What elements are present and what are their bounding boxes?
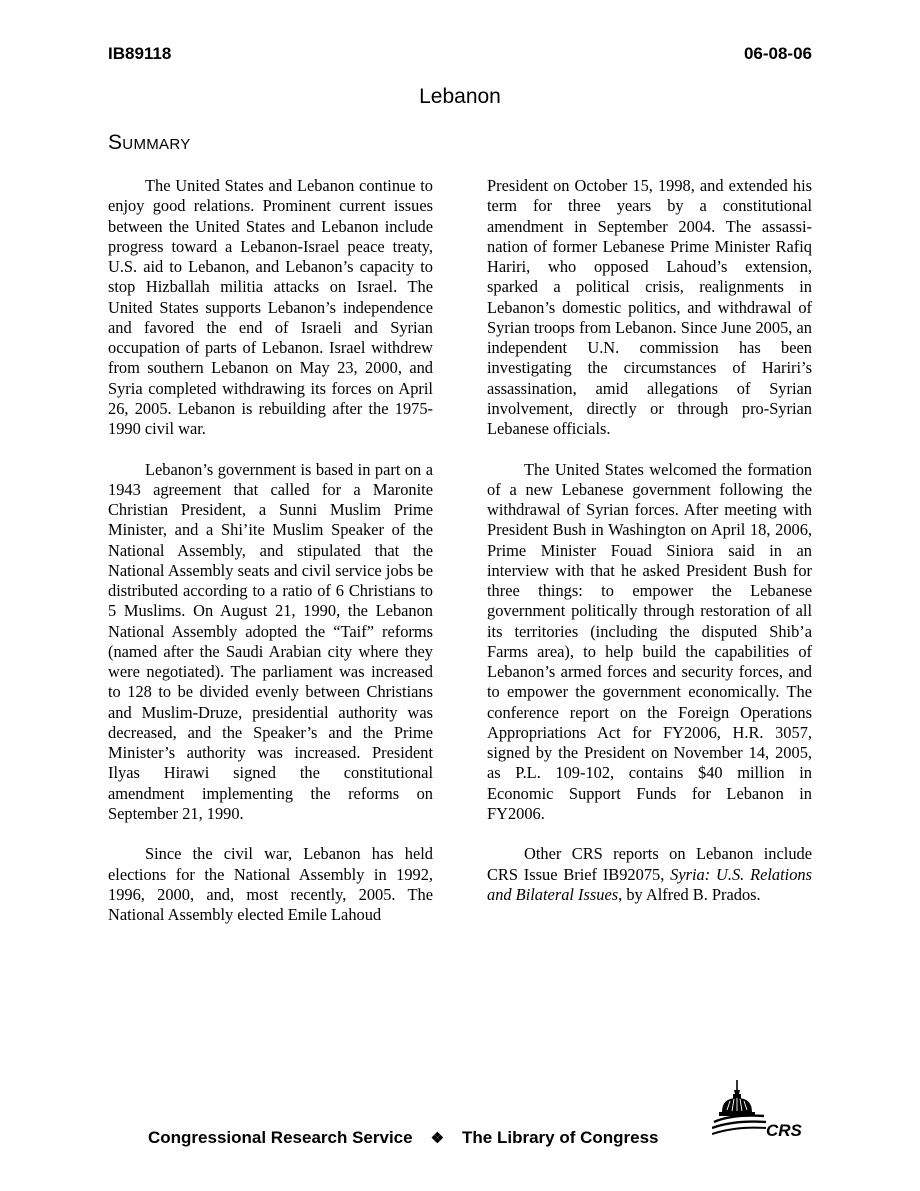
crs-capitol-logo-icon (712, 1078, 812, 1150)
paragraph-text: , by Alfred B. Prados. (618, 884, 761, 904)
separator-icon: ❖ (430, 1130, 445, 1147)
report-title: Syria: U.S. Relations and Bilateral Issues (487, 864, 812, 904)
right-column (487, 176, 812, 925)
footer-org: Congressional Research Service (148, 1128, 413, 1147)
paragraph (487, 844, 812, 905)
logo-text: CRS (766, 1121, 802, 1140)
left-column (108, 176, 433, 946)
paragraph: The United States welcomed the formation of a new Lebanese government following the withdrawal of Syrian forces. After meeting with President Bush in Washington on April 18, 2006, Prime Minister Fouad Siniora said in an interview with that he asked President Bush for three things: to empower the Lebanese government politically through restoration of all its territories (including the disputed Shib’a Farms area), to help build the capabilities of Lebanon’s armed forces and security forces, and to empower the government economically. The conference report on the Foreign Operations Appropriations Act for FY2006, H.R. 3057, signed by the President on November 14, 2005, as P.L. 109-102, contains $40 million in Economic Support Funds for Lebanon in FY2006. (487, 459, 812, 823)
paragraph-text: Other CRS reports on Lebanon include CRS Issue Brief IB92075, (487, 844, 812, 884)
footer-library: The Library of Congress (462, 1128, 659, 1147)
paragraph: Since the civil war, Lebanon has held elections for the National Assembly in 1992, 1996, 2000, and, most recently, 2005. The National Assembly elected Emile Lahoud (108, 844, 433, 924)
footer (148, 1127, 659, 1150)
paragraph-continuation: President on October 15, 1998, and extended his term for three years by a constitutional amendment in September 2004. The assassination of former Lebanese Prime Minister Rafiq Hariri, who opposed Lahoud’s extension, sparked a political crisis, realignments in Lebanon’s domestic politics, and withdrawal of Syrian troops from Lebanon. Since June 2005, an independent U.N. commission has been investigating the circumstances of Hariri’s assassination, amid allegations of Syrian involvement, directly or through pro-Syrian Lebanese officials. (487, 176, 812, 438)
paragraph: Lebanon’s government is based in part on a 1943 agreement that called for a Maronite Christian President, a Sunni Muslim Prime Minister, and a Shi’ite Muslim Speaker of the National Assembly, and stipulated that the National Assembly seats and civil service jobs be distributed according to a ratio of 6 Christians to 5 Muslims. On August 21, 1990, the Lebanon National Assembly adopted the “Taif” reforms (named after the Saudi Arabian city where they were negotiated). The parliament was increased to 128 to be divided evenly between Christians and Muslim-Druze, presidential authority was decreased, and the Speaker’s and the Prime Minister’s authority was increased. President Ilyas Hirawi signed the constitutional amendment implementing the reforms on September 21, 1990. (108, 459, 433, 823)
document-id: IB89118 (108, 44, 172, 63)
section-heading: Summary (108, 131, 191, 154)
document-date: 06-08-06 (743, 44, 812, 63)
paragraph: The United States and Lebanon continue to enjoy good relations. Prominent current issues between the United States and Lebanon include progress toward a Lebanon-Israel peace treaty, U.S. aid to Lebanon, and Lebanon’s capacity to stop Hizballah militia attacks on Israel. The United States supports Lebanon’s independence and favored the end of Israeli and Syrian occupation of parts of Lebanon. Israel withdrew from southern Lebanon on May 23, 2000, and Syria completed withdrawing its forces on April 26, 2005. Lebanon is rebuilding after the 1975-1990 civil war. (108, 176, 433, 438)
page-title: Lebanon (419, 85, 501, 108)
